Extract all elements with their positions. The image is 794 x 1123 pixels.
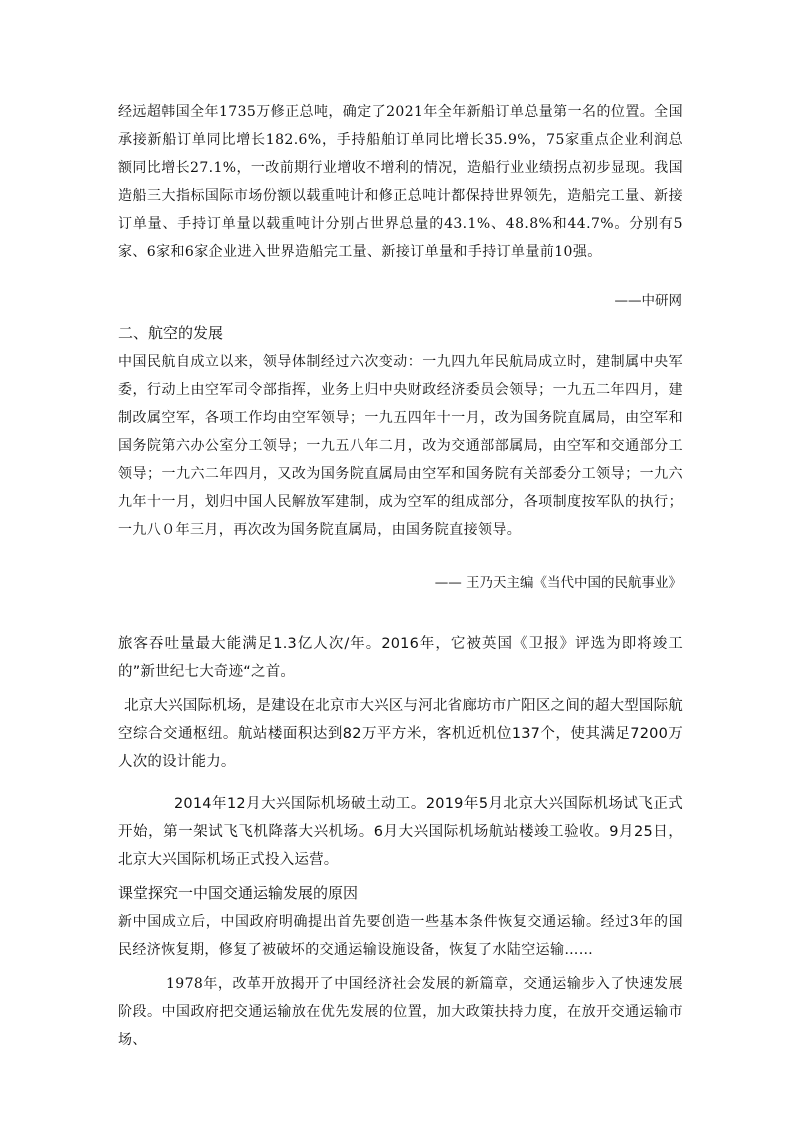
airport-capacity-paragraph: 旅客吞吐量最大能满足1.3亿人次/年。2016年，它被英国《卫报》评选为即将竣工的”新世纪七大奇迹“之首。 xyxy=(118,636,683,680)
reform-paragraph: 1978年，改革开放揭开了中国经济社会发展的新篇章，交通运输步入了快速发展阶段。中国政府把交通运输放在优先发展的位置，加大政策扶持力度，在放开交通运输市场、 xyxy=(118,976,683,1048)
section-heading-aviation: 二、航空的发展 xyxy=(118,324,224,342)
shipbuilding-paragraph: 经远超韩国全年1735万修正总吨，确定了2021年全年新船订单总量第一名的位置。全国承接新船订单同比增长182.6%，手持船舶订单同比增长35.9%，75家重点企业利润总额同比增长27.1%，一改前期行业增收不增利的情况，造船行业业绩拐点初步显现。我国造船三大指标国际市场份额以载重吨计和修正总吨计都保持世界领先，造船完工量、新接订单量、手持订单量以载重吨计分别占世界总量的43.1%、48.8%和44.7%。分别有5家、6家和6家企业进入世界造船完工量、新接订单量和手持订单量前10强。 xyxy=(118,104,683,260)
daxing-airport-paragraph: 北京大兴国际机场，是建设在北京市大兴区与河北省廊坊市广阳区之间的超大型国际航空综合交通枢纽。航站楼面积达到82万平方米，客机近机位137个，使其满足7200万人次的设计能力。 xyxy=(118,698,683,770)
source-citation-zhongyan: ——中研网 xyxy=(614,293,682,309)
section-heading-class-inquiry: 课堂探究一中国交通运输发展的原因 xyxy=(118,884,359,902)
source-citation-book: —— 王乃天主编《当代中国的民航事业》 xyxy=(434,575,682,591)
daxing-timeline-paragraph: 2014年12月大兴国际机场破土动工。2019年5月北京大兴国际机场试飞正式开始，第一架试飞飞机降落大兴机场。6月大兴国际机场航站楼竣工验收。9月25日，北京大兴国际机场正式投入运营。 xyxy=(118,796,683,868)
aviation-history-paragraph: 中国民航自成立以来，领导体制经过六次变动：一九四九年民航局成立时，建制属中央军委，行动上由空军司令部指挥，业务上归中央财政经济委员会领导；一九五二年四月，建制改属空军，各项工作均由空军领导；一九五四年十一月，改为国务院直属局，由空军和国务院第六办公室分工领导；一九五八年二月，改为交通部部属局，由空军和交通部分工领导；一九六二年四月，又改为国务院直属局由空军和国务院有关部委分工领导；一九六九年十一月，划归中国人民解放军建制，成为空军的组成部分，各项制度按军队的执行；一九八０年三月，再次改为国务院直属局，由国务院直接领导。 xyxy=(118,354,683,538)
recovery-paragraph: 新中国成立后，中国政府明确提出首先要创造一些基本条件恢复交通运输。经过3年的国民经济恢复期，修复了被破坏的交通运输设施设备，恢复了水陆空运输…… xyxy=(118,914,683,958)
